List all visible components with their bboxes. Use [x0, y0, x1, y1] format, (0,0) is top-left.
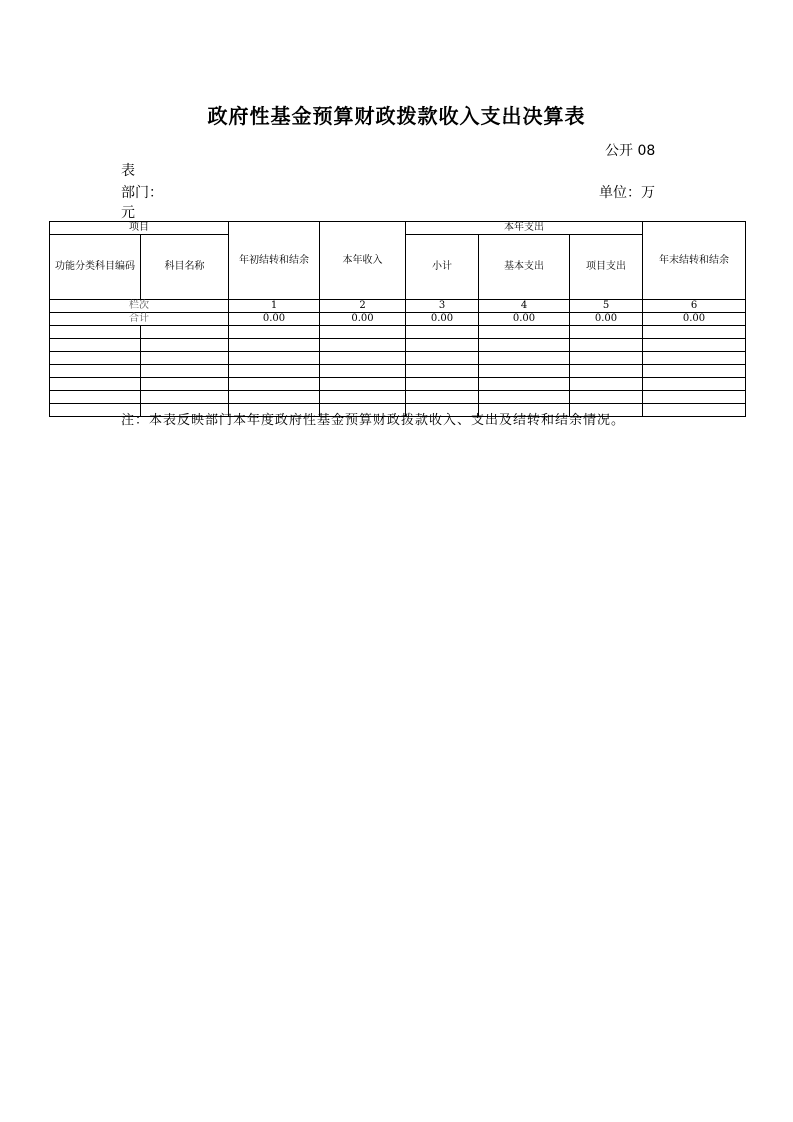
table-row: [50, 313, 746, 326]
header-name: 科目名称: [141, 235, 229, 300]
total-value: 0.00: [570, 313, 643, 326]
total-value: 0.00: [479, 313, 570, 326]
header-income: 本年收入: [320, 222, 406, 300]
footnote: 注：本表反映部门本年度政府性基金预算财政拨款收入、支出及结转和结余情况。: [121, 413, 626, 428]
table-row: [50, 326, 746, 339]
table-row: [50, 365, 746, 378]
table-row: [50, 391, 746, 404]
header-end-balance: 年末结转和结余: [643, 222, 746, 300]
column-number: 1: [229, 300, 320, 313]
header-item: 项目: [50, 222, 229, 235]
column-number: 5: [570, 300, 643, 313]
form-code: 公开 08: [605, 143, 656, 159]
table-row: [50, 339, 746, 352]
table-label: 表: [121, 163, 135, 179]
page-title: 政府性基金预算财政拨款收入支出决算表: [207, 104, 586, 128]
table-row: [50, 300, 746, 313]
unit-label: 单位：万: [599, 185, 655, 201]
column-number: 2: [320, 300, 406, 313]
total-value: 0.00: [643, 313, 746, 326]
department-label: 部门：: [121, 185, 163, 201]
header-project: 项目支出: [570, 235, 643, 300]
column-number: 3: [406, 300, 479, 313]
header-subtotal: 小计: [406, 235, 479, 300]
table-row: [50, 352, 746, 365]
total-label: 合计: [50, 313, 229, 326]
total-value: 0.00: [406, 313, 479, 326]
table-row: [50, 378, 746, 391]
column-number-label: 栏次: [50, 300, 229, 313]
budget-table: [49, 221, 746, 417]
total-value: 0.00: [229, 313, 320, 326]
total-value: 0.00: [320, 313, 406, 326]
header-expense: 本年支出: [406, 222, 643, 235]
header-code: 功能分类科目编码: [50, 235, 141, 300]
column-number: 4: [479, 300, 570, 313]
header-basic: 基本支出: [479, 235, 570, 300]
unit-label-continued: 元: [121, 205, 135, 221]
column-number: 6: [643, 300, 746, 313]
header-begin-balance: 年初结转和结余: [229, 222, 320, 300]
